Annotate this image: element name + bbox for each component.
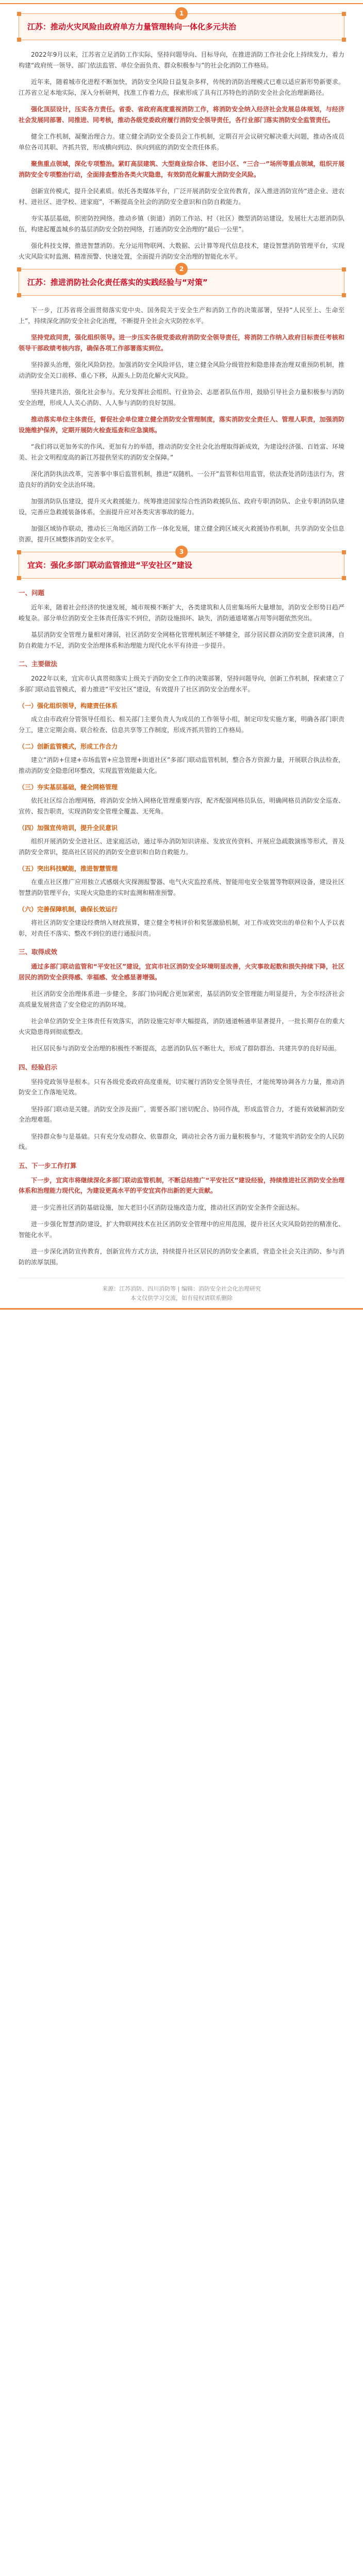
body-paragraph: 坚持群众参与是基础。只有充分发动群众、依靠群众，调动社会各方面力量积极参与，才能筑牢消防安全的人民防线。 bbox=[19, 1132, 344, 1150]
section-title: 江苏：推动火灾风险由政府单方力量管理转向一体化多元共治 bbox=[27, 22, 237, 31]
subsection-problems bbox=[19, 602, 344, 651]
measure-heading: （四）加强宣传培训，提升全民意识 bbox=[19, 824, 118, 832]
body-paragraph: 坚持党政领导是根本。只有各级党委政府高度重视，切实履行消防安全领导责任，才能统筹协调各方力量，推动消防安全工作落地见效。 bbox=[19, 1078, 344, 1096]
body-paragraph: 在重点社区推广应用独立式感烟火灾探测报警器、电气火灾监控系统、智能用电安全装置等物联网设备，建设社区智慧消防管理平台，实现火灾隐患的实时监测和精准预警。 bbox=[19, 878, 344, 896]
subsection-results bbox=[19, 961, 344, 1054]
subsection-heading: 一、问题 bbox=[19, 589, 45, 597]
article-footer bbox=[19, 1278, 344, 1303]
body-paragraph: 深化消防执法改革，完善事中事后监管机制，推进“双随机、一公开”监管和信用监管，依法查处消防违法行为，营造良好的消防安全法治环境。 bbox=[19, 470, 344, 488]
section-header-3 bbox=[19, 548, 344, 579]
body-paragraph: 下一步，宜宾市将继续深化多部门联动监管机制，不断总结推广“平安社区”建设经验，持续推进社区消防安全治理体系和治理能力现代化，为建设更高水平的平安宜宾作出新的更大贡献。 bbox=[19, 1176, 344, 1194]
body-paragraph: 成立由市政府分管领导任组长、相关部门主要负责人为成员的工作领导小组，制定印发实施方案，明确各部门职责分工，建立定期会商、联合检查、信息共享等工作制度，形成齐抓共管的工作格局。 bbox=[19, 716, 344, 734]
subsection-heading: 二、主要做法 bbox=[19, 660, 58, 668]
body-paragraph: 健全工作机制，凝聚治理合力。建立健全消防安全委员会工作机制，定期召开会议研究解决重大问题，推动各成员单位各司其职、齐抓共管，形成横向到边、纵向到底的消防安全责任体系。 bbox=[19, 133, 344, 151]
body-paragraph: 进一步强化智慧消防建设，扩大物联网技术在社区消防安全管理中的应用范围，提升社区火灾风险防控的精准化、智能化水平。 bbox=[19, 1221, 344, 1239]
section-title: 宜宾：强化多部门联动监管推进“平安社区”建设 bbox=[27, 561, 192, 570]
body-paragraph: 社会单位消防安全主体责任有效落实，消防设施完好率大幅提高，消防通道畅通率显著提升，一批长期存在的重大火灾隐患得到彻底整改。 bbox=[19, 1018, 344, 1036]
body-paragraph: 2022年9月以来，江苏省立足消防工作实际，坚持问题导向、目标导向，在推进消防工作社会化上持续发力，着力构建“政府统一领导、部门依法监管、单位全面负责、群众积极参与”的社会化消防工作格局。 bbox=[19, 51, 344, 69]
corner-ornament bbox=[17, 293, 21, 297]
body-paragraph: 建立“消防+住建+市场监管+应急管理+街道社区”多部门联动监管机制，整合各方资源力量，开展联合执法检查，推动消防安全隐患闭环整改，实现监管效能最大化。 bbox=[19, 756, 344, 774]
section-header-2 bbox=[19, 265, 344, 296]
body-paragraph: 聚焦重点领域，深化专项整治。紧盯高层建筑、大型商业综合体、老旧小区、“三合一”场所等重点领域，组织开展消防安全专项整治行动，全面排查整治各类火灾隐患，有效防范化解重大消防安全风险。 bbox=[19, 160, 344, 178]
bottom-divider bbox=[0, 1308, 363, 1310]
corner-ornament bbox=[342, 12, 346, 16]
corner-ornament bbox=[342, 576, 346, 580]
section-header-1 bbox=[19, 10, 344, 40]
section-2-body bbox=[19, 305, 344, 545]
body-paragraph: 坚持部门联动是关键。消防安全涉及面广，需要各部门密切配合、协同作战，形成监管合力，才能有效破解消防安全治理难题。 bbox=[19, 1105, 344, 1123]
footer-disclaimer: 本文仅供学习交流，如有侵权请联系删除 bbox=[130, 1295, 233, 1301]
measure-heading: （三）夯实基层基础，健全网格管理 bbox=[19, 784, 118, 791]
body-paragraph: 加强消防队伍建设，提升灭火救援能力。统筹推进国家综合性消防救援队伍、政府专职消防队、企业专职消防队建设，完善应急救援装备体系，全面提升应对各类灾害事故的能力。 bbox=[19, 498, 344, 516]
body-paragraph: 近年来，随着城市化进程不断加快，消防安全风险日益复杂多样，传统的消防治理模式已难以适应新形势新要求。江苏省立足本地实际，深入分析研判，找准工作着力点，探索形成了具有江苏特色的消防安全社会化治理新路径。 bbox=[19, 78, 344, 96]
body-paragraph: 社区居民参与消防安全治理的积极性不断提高，志愿消防队伍不断壮大，形成了群防群治、共建共享的良好局面。 bbox=[31, 1045, 341, 1052]
body-paragraph: 组织开展消防安全进社区、进家庭活动，通过举办消防知识讲座、发放宣传资料、开展应急疏散演练等形式，普及消防安全常识，提高社区居民的消防安全意识和自防自救能力。 bbox=[19, 838, 344, 856]
measure-heading: （二）创新监管模式，形成工作合力 bbox=[19, 743, 118, 750]
body-paragraph: 依托社区综合治理网格，将消防安全纳入网格化管理重要内容，配齐配强网格员队伍，明确网格员消防安全巡查、宣传、报告职责，实现消防安全管理全覆盖、无死角。 bbox=[19, 797, 344, 815]
measure-heading: （五）突出科技赋能，推进智慧管理 bbox=[19, 865, 118, 872]
section-number-badge: 2 bbox=[175, 263, 188, 275]
section-1-body bbox=[19, 49, 344, 262]
corner-ornament bbox=[17, 576, 21, 580]
section-number-badge: 1 bbox=[175, 7, 188, 20]
body-paragraph: 强化科技支撑，推进智慧消防。充分运用物联网、大数据、云计算等现代信息技术，建设智慧消防管理平台，实现火灾风险实时监测、精准预警、快速处置，全面提升消防安全治理的智能化水平。 bbox=[19, 242, 344, 260]
body-paragraph: 进一步完善社区消防基础设施，加大老旧小区消防设施改造力度，推动社区消防安全条件全面达标。 bbox=[31, 1204, 304, 1211]
body-paragraph: 将社区消防安全建设经费纳入财政预算，建立健全考核评价和奖惩激励机制，对工作成效突出的单位和个人予以表彰，对责任不落实、整改不到位的进行通报问责。 bbox=[19, 919, 344, 937]
body-paragraph: 通过多部门联动监管和“平安社区”建设，宜宾市社区消防安全环境明显改善，火灾事故起数和损失持续下降，社区居民的消防安全获得感、幸福感、安全感显著增强。 bbox=[19, 963, 344, 981]
body-paragraph: 夯实基层基础，织密防控网络。推动乡镇（街道）消防工作站、村（社区）微型消防站建设，发展壮大志愿消防队伍，构建起覆盖城乡的基层消防安全防控网络，打通消防安全治理的“最后一公里”。 bbox=[19, 215, 344, 233]
corner-ornament bbox=[342, 38, 346, 42]
body-paragraph: 坚持党政同责，强化组织领导。进一步压实各级党委政府消防安全领导责任，将消防工作纳入政府目标责任考核和领导干部政绩考核内容，确保各项工作部署落实到位。 bbox=[19, 334, 344, 352]
corner-ornament bbox=[17, 267, 21, 272]
corner-ornament bbox=[17, 38, 21, 42]
footer-source: 来源：江苏消防、四川消防等 | 编辑：消防安全社会化治理研究 bbox=[102, 1285, 261, 1292]
corner-ornament bbox=[342, 550, 346, 554]
body-paragraph: 坚持源头治理，强化风险防控。加强消防安全风险评估，建立健全风险分级管控和隐患排查治理双重预防机制，推动消防安全关口前移、重心下移，从源头上防范化解火灾风险。 bbox=[19, 361, 344, 379]
body-paragraph: 2022年以来，宜宾市认真贯彻落实上级关于消防安全工作的决策部署，坚持问题导向，创新工作机制，探索建立了多部门联动监管模式，着力推进“平安社区”建设，有效提升了社区消防安全治理水平。 bbox=[19, 675, 344, 693]
subsection-heading: 五、下一步工作打算 bbox=[19, 1161, 77, 1170]
corner-ornament bbox=[17, 12, 21, 16]
body-paragraph: 社区消防安全治理体系进一步健全，多部门协同配合更加紧密，基层消防安全管理能力明显提升，为全市经济社会高质量发展营造了安全稳定的消防环境。 bbox=[19, 990, 344, 1008]
measure-heading: （六）完善保障机制，确保长效运行 bbox=[19, 906, 118, 913]
body-paragraph: 近年来，随着社会经济的快速发展，城市规模不断扩大，各类建筑和人员密集场所大量增加，消防安全形势日趋严峻复杂。部分单位消防安全主体责任落实不到位，消防设施损坏、缺失，消防通道堵塞占用等问题依然突出。 bbox=[19, 604, 344, 622]
measure-heading: （一）强化组织领导，构建责任体系 bbox=[19, 702, 118, 709]
body-paragraph: 创新宣传模式，提升全民素质。依托各类媒体平台，广泛开展消防安全宣传教育，深入推进消防宣传“进企业、进农村、进社区、进学校、进家庭”，不断提高全社会的消防安全意识和自防自救能力。 bbox=[19, 188, 344, 206]
top-divider bbox=[0, 3, 363, 4]
subsection-measures bbox=[19, 701, 344, 939]
section-title: 江苏：推进消防社会化责任落实的实践经验与“对策” bbox=[27, 278, 208, 287]
corner-ornament bbox=[342, 293, 346, 297]
body-paragraph: 下一步，江苏省将全面贯彻落实党中央、国务院关于安全生产和消防工作的决策部署，坚持“人民至上、生命至上”，持续深化消防安全社会化治理，不断提升全社会火灾防控水平。 bbox=[19, 307, 344, 325]
body-paragraph: “我们将以更加务实的作风、更加有力的举措，推动消防安全社会化治理取得新成效，为建设经济强、百姓富、环境美、社会文明程度高的新江苏提供坚实的消防安全保障。” bbox=[19, 443, 344, 461]
body-paragraph: 强化顶层设计，压实各方责任。省委、省政府高度重视消防工作，将消防安全纳入经济社会发展总体规划，与经济社会发展同部署、同推进、同考核，推动各级党委政府履行消防安全领导责任，各行业部门落实消防安全监管责任。 bbox=[19, 106, 344, 124]
body-paragraph: 坚持共建共治，强化社会参与。充分发挥社会组织、行业协会、志愿者队伍作用，鼓励引导社会力量积极参与消防安全治理，形成人人关心消防、人人参与消防的良好氛围。 bbox=[19, 388, 344, 406]
subsection-heading: 三、取得成效 bbox=[19, 948, 58, 956]
section-number-badge: 3 bbox=[175, 546, 188, 558]
subsection-next-steps bbox=[19, 1175, 344, 1268]
corner-ornament bbox=[17, 550, 21, 554]
body-paragraph: 加强区域协作联动，推动长三角地区消防工作一体化发展，建立健全跨区域灭火救援协作机制，共享消防安全信息资源，提升区域整体消防安全水平。 bbox=[19, 525, 344, 543]
body-paragraph: 推动落实单位主体责任，督促社会单位建立健全消防安全管理制度，落实消防安全责任人、管理人职责，加强消防设施维护保养，定期开展防火检查巡查和应急演练。 bbox=[19, 416, 344, 434]
corner-ornament bbox=[342, 267, 346, 272]
subsection-lessons bbox=[19, 1077, 344, 1153]
subsection-heading: 四、经验启示 bbox=[19, 1063, 58, 1071]
body-paragraph: 进一步深化消防宣传教育，创新宣传方式方法，持续提升社区居民的消防安全素质，营造全社会关注消防、参与消防的浓厚氛围。 bbox=[19, 1248, 344, 1266]
body-paragraph: 基层消防安全管理力量相对薄弱，社区消防安全网格化管理机制还不够健全，部分居民群众消防安全意识淡薄，自防自救能力不足，消防安全治理体系和治理能力现代化水平有待进一步提升。 bbox=[19, 631, 344, 649]
